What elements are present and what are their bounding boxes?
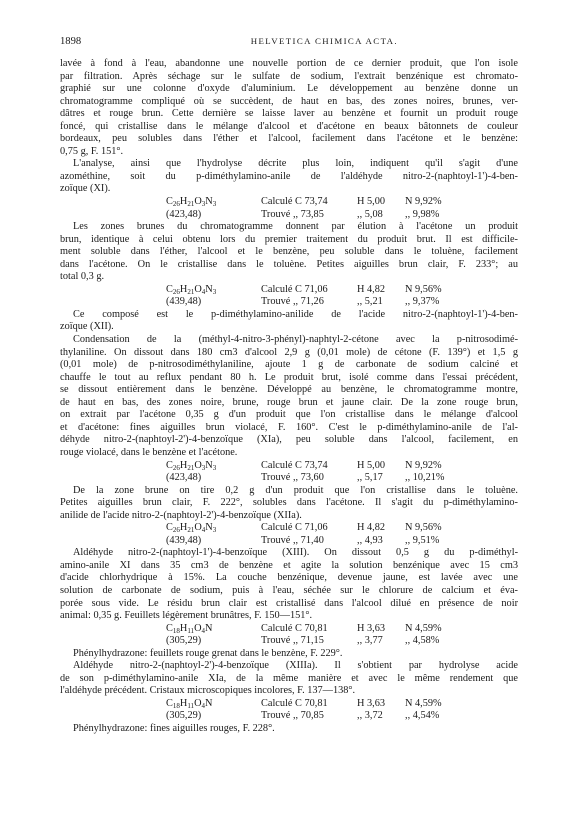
analysis-cell: Calculé C 70,81 [261, 622, 328, 634]
analysis-row [60, 623, 518, 636]
text-line: De la zone brune on tire 0,2 g d'un produit que l'on cristallise dans le toluène. [73, 484, 518, 496]
analysis-cell: Trouvé ,, 73,60 [261, 472, 324, 484]
text-line: chromatogramme compliqué où se succèdent, de haut en bas, des zones noires, brunes, ver- [60, 95, 518, 107]
text-line: brun, identique à celui obtenu lors du premier traitement du produit brut. Il est difficile- [60, 233, 518, 245]
text-line: zoïque (XII). [60, 321, 114, 333]
text-line: azométhine, soit du p-diméthylamino-anile de l'aldéhyde nitro-2-(naphtoyl-1')-4-ben- [60, 170, 518, 182]
analysis-row [60, 535, 518, 548]
analysis-cell: (305,29) [166, 635, 202, 647]
analysis-row [60, 472, 518, 485]
analysis-row [60, 460, 518, 473]
text-line: chauffe le tout au reflux pendant 80 h. Le produit brut, isolé comme dans l'essai précédent, [60, 371, 518, 383]
analysis-cell: Trouvé ,, 71,40 [261, 534, 324, 546]
analysis-row [60, 209, 518, 222]
analysis-cell: N 9,56% [405, 522, 442, 534]
text-line: dâtres et rouge brun. Cette dernière se laisse laver au benzène et fournit un produit rouge [60, 108, 518, 120]
page-number: 1898 [60, 36, 82, 47]
analysis-cell: ,, 5,08 [357, 208, 383, 220]
page-header [60, 36, 518, 52]
text-line: Ce composé est le p-diméthylamino-anilide de l'acide nitro-2-(naphtoyl-1')-4-ben- [73, 308, 518, 320]
journal-title: HELVETICA CHIMICA ACTA. [250, 36, 398, 46]
text-line: se dissout entièrement dans le benzène. Développé au benzène, le chromatogramme montre, [60, 384, 518, 396]
text-line: Condensation de la (méthyl-4-nitro-3-phényl)-naphtyl-2-cétone avec la p-nitrosodimé- [73, 334, 518, 346]
analysis-cell: $C_{26}H_{21}O_4N_3$ [166, 283, 217, 296]
analysis-cell: (439,48) [166, 534, 202, 546]
analysis-cell: $C_{18}H_{11}O_4N$ [166, 622, 213, 635]
text-line: de son p-diméthylamino-anile XIa, de la même manière et avec le même rendement que [60, 672, 518, 684]
text-line: et d'acétone: fines aiguilles brun violacé, F. 160°. C'est le p-diméthylamino-anile de l'al- [60, 421, 518, 433]
analysis-cell: ,, 10,21% [405, 472, 445, 484]
text-line: bordeaux, peu solubles dans l'éther et l'alcool, facilement dans l'acétone et le benzène: [60, 133, 518, 145]
analysis-cell: $C_{18}H_{11}O_4N$ [166, 697, 213, 710]
text-line: rouge violacé, dans le benzène et l'acétone. [60, 446, 238, 458]
text-line: porée sous vide. Le résidu brun clair est cristallisé dans l'alcool dilué en présence de noir [60, 597, 518, 609]
analysis-cell: ,, 5,17 [357, 472, 383, 484]
analysis-cell: Calculé C 70,81 [261, 697, 328, 709]
text-line: foncé, qui cristallise dans le mélange d'alcool et d'acétone en beaux bâtonnets de couleur [60, 120, 518, 132]
analysis-row [60, 522, 518, 535]
analysis-cell: $C_{26}H_{21}O_3N_3$ [166, 459, 217, 472]
text-line: déhyde nitro-2-(naphtoyl-2')-4-benzoïque (XIa), peu soluble dans l'alcool, facilement, en [60, 434, 518, 446]
text-line: Phénylhydrazone: fines aiguilles rouges, F. 228°. [73, 722, 275, 734]
text-line: graphié sur une colonne d'oxyde d'aluminium. Le développement au benzène donne un [60, 83, 518, 95]
text-line: dans l'acétone. On le cristallise dans le toluène. Petites aiguilles brun clair, F. 233°; au [60, 258, 518, 270]
analysis-cell: H 4,82 [357, 283, 386, 295]
analysis-cell: Trouvé ,, 71,15 [261, 635, 324, 647]
text-line: (0,01 mole) de p-nitrosodiméthylaniline, ajoute 1 g de carbonate de sodium calciné et [60, 359, 518, 371]
analysis-cell: ,, 9,98% [405, 208, 440, 220]
text-line: Aldéhyde nitro-2-(naphtoyl-1')-4-benzoïque (XIII). On dissout 0,5 g du p-diméthyl- [73, 547, 518, 559]
text-line: amino-anile XI dans 35 cm3 de benzène et agite la solution benzénique avec 15 cm3 [60, 559, 518, 571]
analysis-cell: H 3,63 [357, 697, 386, 709]
analysis-cell: (423,48) [166, 472, 202, 484]
body-text [60, 58, 518, 736]
text-line: par filtration. Après séchage sur le sulfate de sodium, l'extrait benzénique est chromato- [60, 70, 518, 82]
text-line: total 0,3 g. [60, 271, 105, 283]
analysis-cell: Calculé C 73,74 [261, 459, 328, 471]
analysis-row [60, 698, 518, 711]
text-line: Phénylhydrazone: feuillets rouge grenat dans le benzène, F. 229°. [73, 647, 343, 659]
analysis-cell: Trouvé ,, 70,85 [261, 710, 324, 722]
analysis-cell: Trouvé ,, 71,26 [261, 296, 324, 308]
analysis-row [60, 284, 518, 297]
text-line: thylaniline. On dissout dans 180 cm3 d'alcool 2,9 g (0,01 mole) de cétone (F. 139°) et 1,5 g [60, 346, 518, 358]
text-line: zoïque (XI). [60, 183, 111, 195]
analysis-cell: N 4,59% [405, 697, 442, 709]
analysis-cell: ,, 9,37% [405, 296, 440, 308]
analysis-row [60, 296, 518, 309]
analysis-cell: N 4,59% [405, 622, 442, 634]
text-line: ment soluble dans l'éther, l'alcool et le benzène, peu soluble dans le toluène, facilement [60, 246, 518, 258]
analysis-cell: Calculé C 71,06 [261, 522, 328, 534]
analysis-cell: Trouvé ,, 73,85 [261, 208, 324, 220]
analysis-cell: ,, 3,72 [357, 710, 383, 722]
analysis-cell: (305,29) [166, 710, 202, 722]
text-line: Aldéhyde nitro-2-(naphtoyl-2')-4-benzoïque (XIIIa). Il s'obtient par hydrolyse acide [73, 660, 518, 672]
analysis-cell: H 5,00 [357, 459, 386, 471]
text-line: Petites aiguilles brun clair, F. 222°, solubles dans l'acétone. Il s'agit du p-diméthylamino- [60, 497, 518, 509]
journal-page [60, 36, 518, 736]
analysis-cell: H 3,63 [357, 622, 386, 634]
analysis-row [60, 196, 518, 209]
analysis-cell: H 4,82 [357, 522, 386, 534]
analysis-cell: ,, 4,93 [357, 534, 383, 546]
analysis-cell: $C_{26}H_{21}O_4N_3$ [166, 522, 217, 535]
analysis-cell: ,, 5,21 [357, 296, 383, 308]
analysis-row [60, 710, 518, 723]
analysis-cell: Calculé C 71,06 [261, 283, 328, 295]
analysis-cell: N 9,92% [405, 196, 442, 208]
analysis-cell: ,, 3,77 [357, 635, 383, 647]
analysis-cell: N 9,56% [405, 283, 442, 295]
analysis-row [60, 635, 518, 648]
text-line: anilide de l'acide nitro-2-(naphtoyl-2')-4-benzoïque (XIIa). [60, 509, 302, 521]
text-line: solution de carbonate de sodium, puis à l'eau, séchée sur le chlorure de calcium et éva- [60, 584, 518, 596]
text-line: lavée à fond à l'eau, abandonne une nouvelle portion de ce dernier produit, que l'on isole [60, 58, 518, 69]
analysis-cell: (439,48) [166, 296, 202, 308]
analysis-cell: Calculé C 73,74 [261, 196, 328, 208]
text-line: L'analyse, ainsi que l'hydrolyse décrite plus loin, indiquent qu'il s'agit d'une [73, 158, 518, 170]
analysis-cell: ,, 4,58% [405, 635, 440, 647]
analysis-cell: ,, 4,54% [405, 710, 440, 722]
text-line: on extrait par l'acétone 0,35 g d'un produit que l'on cristallise dans le mélange d'alcool [60, 409, 518, 421]
analysis-cell: $C_{26}H_{21}O_3N_3$ [166, 196, 217, 209]
analysis-cell: ,, 9,51% [405, 534, 440, 546]
text-line: 0,75 g, F. 151°. [60, 145, 124, 157]
analysis-cell: (423,48) [166, 208, 202, 220]
text-line: l'aldéhyde précédent. Cristaux microscopiques incolores, F. 137—138°. [60, 685, 356, 697]
text-line: de haut en bas, des zones noire, brune, rouge brun et jaune clair. De la zone rouge brun, [60, 396, 518, 408]
text-line: d'acide chlorhydrique à 15%. La couche benzénique, devenue jaune, est lavée avec une [60, 572, 518, 584]
analysis-cell: H 5,00 [357, 196, 386, 208]
text-line: animal: 0,35 g. Feuillets légèrement brunâtres, F. 150—151°. [60, 610, 313, 622]
text-line: Les zones brunes du chromatogramme donnent par élution à l'acétone un produit [73, 221, 518, 233]
analysis-cell: N 9,92% [405, 459, 442, 471]
